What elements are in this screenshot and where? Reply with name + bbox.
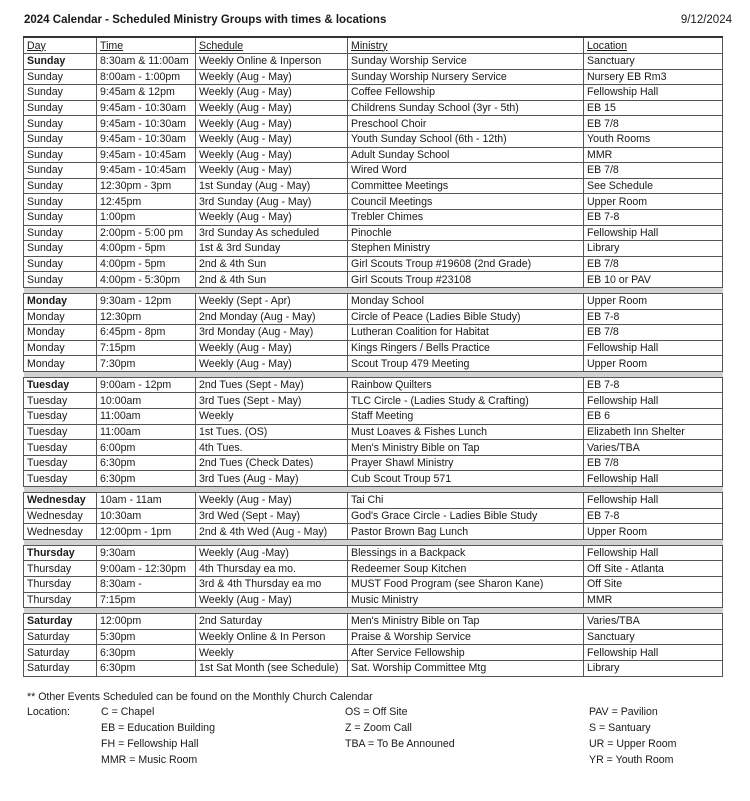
cell-ministry: After Service Fellowship xyxy=(348,645,584,661)
document-date: 9/12/2024 xyxy=(680,14,732,26)
cell-location: Sanctuary xyxy=(584,629,723,645)
table-row xyxy=(24,116,723,132)
cell-schedule: 3rd Tues (Sept - May) xyxy=(196,393,348,409)
cell-day: Tuesday xyxy=(24,455,97,471)
cell-ministry: Adult Sunday School xyxy=(348,147,584,163)
column-header-time: Time xyxy=(97,37,196,54)
table-row xyxy=(24,561,723,577)
table-row xyxy=(24,340,723,356)
cell-day: Sunday xyxy=(24,54,97,70)
cell-location: EB 6 xyxy=(584,409,723,425)
cell-day: Thursday xyxy=(24,577,97,593)
cell-day: Tuesday xyxy=(24,393,97,409)
table-row xyxy=(24,163,723,179)
cell-day: Monday xyxy=(24,356,97,372)
cell-schedule: Weekly (Aug - May) xyxy=(196,116,348,132)
cell-time: 7:30pm xyxy=(97,356,196,372)
table-row xyxy=(24,309,723,325)
cell-schedule: Weekly (Aug - May) xyxy=(196,340,348,356)
cell-ministry: Girl Scouts Troup #23108 xyxy=(348,272,584,288)
legend-item: PAV = Pavilion xyxy=(589,706,658,718)
cell-location: Fellowship Hall xyxy=(584,471,723,487)
cell-schedule: 3rd & 4th Thursday ea mo xyxy=(196,577,348,593)
calendar-note: ** Other Events Scheduled can be found on the Monthly Church Calendar xyxy=(27,691,373,703)
cell-schedule: Weekly (Aug - May) xyxy=(196,493,348,509)
cell-time: 2:00pm - 5:00 pm xyxy=(97,225,196,241)
cell-location: Fellowship Hall xyxy=(584,85,723,101)
cell-location: Library xyxy=(584,241,723,257)
table-row xyxy=(24,209,723,225)
cell-location: EB 7/8 xyxy=(584,455,723,471)
cell-time: 4:00pm - 5pm xyxy=(97,241,196,257)
table-row xyxy=(24,225,723,241)
cell-ministry: Trebler Chimes xyxy=(348,209,584,225)
cell-time: 7:15pm xyxy=(97,592,196,608)
legend-item: UR = Upper Room xyxy=(589,738,677,750)
cell-schedule: Weekly Online & In Person xyxy=(196,629,348,645)
cell-day: Tuesday xyxy=(24,409,97,425)
cell-ministry: Kings Ringers / Bells Practice xyxy=(348,340,584,356)
cell-day: Monday xyxy=(24,309,97,325)
cell-time: 8:30am - xyxy=(97,577,196,593)
cell-day: Sunday xyxy=(24,178,97,194)
table-row xyxy=(24,272,723,288)
table-row xyxy=(24,424,723,440)
cell-location: Upper Room xyxy=(584,356,723,372)
cell-time: 4:00pm - 5:30pm xyxy=(97,272,196,288)
cell-ministry: TLC Circle - (Ladies Study & Crafting) xyxy=(348,393,584,409)
table-row xyxy=(24,592,723,608)
cell-ministry: Rainbow Quilters xyxy=(348,377,584,393)
cell-time: 8:00am - 1:00pm xyxy=(97,69,196,85)
table-row xyxy=(24,524,723,540)
table-row xyxy=(24,409,723,425)
cell-time: 9:45am - 10:30am xyxy=(97,100,196,116)
cell-day: Sunday xyxy=(24,194,97,210)
cell-day: Sunday xyxy=(24,69,97,85)
table-row xyxy=(24,614,723,630)
cell-time: 12:00pm xyxy=(97,614,196,630)
cell-day: Monday xyxy=(24,340,97,356)
cell-schedule: 4th Tues. xyxy=(196,440,348,456)
cell-location: EB 7/8 xyxy=(584,116,723,132)
table-row xyxy=(24,85,723,101)
cell-schedule: 2nd & 4th Sun xyxy=(196,272,348,288)
cell-time: 9:30am - 12pm xyxy=(97,293,196,309)
cell-schedule: Weekly (Aug - May) xyxy=(196,209,348,225)
cell-day: Saturday xyxy=(24,660,97,676)
cell-schedule: 2nd & 4th Wed (Aug - May) xyxy=(196,524,348,540)
legend-item xyxy=(345,753,589,768)
cell-ministry: Childrens Sunday School (3yr - 5th) xyxy=(348,100,584,116)
cell-day: Sunday xyxy=(24,131,97,147)
cell-time: 6:45pm - 8pm xyxy=(97,325,196,341)
table-row xyxy=(24,131,723,147)
cell-ministry: God's Grace Circle - Ladies Bible Study xyxy=(348,508,584,524)
legend-item: Z = Zoom Call xyxy=(345,722,412,734)
cell-time: 6:30pm xyxy=(97,645,196,661)
legend-item: S = Santuary xyxy=(589,722,651,734)
table-row xyxy=(24,256,723,272)
cell-location: Varies/TBA xyxy=(584,614,723,630)
cell-day: Monday xyxy=(24,293,97,309)
cell-time: 9:30am xyxy=(97,545,196,561)
column-header-schedule: Schedule xyxy=(196,37,348,54)
cell-time: 12:30pm xyxy=(97,309,196,325)
cell-schedule: 1st Sunday (Aug - May) xyxy=(196,178,348,194)
cell-day: Sunday xyxy=(24,100,97,116)
cell-ministry: Redeemer Soup Kitchen xyxy=(348,561,584,577)
column-header-day: Day xyxy=(24,37,97,54)
cell-schedule: Weekly (Aug - May) xyxy=(196,85,348,101)
table-row xyxy=(24,147,723,163)
table-row xyxy=(24,577,723,593)
cell-schedule: Weekly Online & Inperson xyxy=(196,54,348,70)
table-row xyxy=(24,440,723,456)
cell-location: Fellowship Hall xyxy=(584,225,723,241)
cell-location: Upper Room xyxy=(584,524,723,540)
cell-schedule: 2nd Saturday xyxy=(196,614,348,630)
legend-item: MMR = Music Room xyxy=(101,754,198,766)
table-row xyxy=(24,645,723,661)
cell-ministry: Must Loaves & Fishes Lunch xyxy=(348,424,584,440)
table-row xyxy=(24,325,723,341)
cell-ministry: Men's Ministry Bible on Tap xyxy=(348,614,584,630)
cell-location: EB 7/8 xyxy=(584,325,723,341)
column-header-location: Location xyxy=(584,37,723,54)
cell-schedule: 3rd Sunday (Aug - May) xyxy=(196,194,348,210)
cell-schedule: Weekly (Aug - May) xyxy=(196,356,348,372)
cell-time: 1:00pm xyxy=(97,209,196,225)
cell-schedule: Weekly (Aug - May) xyxy=(196,100,348,116)
cell-schedule: 2nd Monday (Aug - May) xyxy=(196,309,348,325)
legend-item: YR = Youth Room xyxy=(589,754,674,766)
legend-item: TBA = To Be Announed xyxy=(345,738,455,750)
cell-ministry: Cub Scout Troup 571 xyxy=(348,471,584,487)
table-row xyxy=(24,455,723,471)
cell-ministry: Prayer Shawl Ministry xyxy=(348,455,584,471)
cell-time: 9:00am - 12pm xyxy=(97,377,196,393)
cell-ministry: Council Meetings xyxy=(348,194,584,210)
cell-day: Saturday xyxy=(24,645,97,661)
cell-time: 6:30pm xyxy=(97,660,196,676)
cell-day: Wednesday xyxy=(24,524,97,540)
cell-time: 9:45am - 10:30am xyxy=(97,131,196,147)
cell-location: EB 7/8 xyxy=(584,256,723,272)
cell-time: 12:00pm - 1pm xyxy=(97,524,196,540)
cell-schedule: 1st & 3rd Sunday xyxy=(196,241,348,257)
table-row xyxy=(24,356,723,372)
cell-day: Sunday xyxy=(24,163,97,179)
cell-schedule: Weekly (Aug - May) xyxy=(196,69,348,85)
cell-ministry: Sunday Worship Nursery Service xyxy=(348,69,584,85)
cell-day: Wednesday xyxy=(24,508,97,524)
table-row xyxy=(24,629,723,645)
table-row xyxy=(24,377,723,393)
location-legend xyxy=(27,705,727,768)
cell-schedule: 1st Sat Month (see Schedule) xyxy=(196,660,348,676)
cell-location: Upper Room xyxy=(584,293,723,309)
cell-location: See Schedule xyxy=(584,178,723,194)
schedule-table-container xyxy=(23,36,722,677)
cell-location: MMR xyxy=(584,147,723,163)
schedule-table-body xyxy=(24,54,723,677)
cell-location: EB 10 or PAV xyxy=(584,272,723,288)
table-header-row xyxy=(24,37,723,54)
cell-location: MMR xyxy=(584,592,723,608)
table-row xyxy=(24,293,723,309)
cell-location: EB 15 xyxy=(584,100,723,116)
cell-day: Saturday xyxy=(24,614,97,630)
cell-day: Sunday xyxy=(24,241,97,257)
cell-schedule: 3rd Monday (Aug - May) xyxy=(196,325,348,341)
cell-time: 5:30pm xyxy=(97,629,196,645)
cell-schedule: 3rd Wed (Sept - May) xyxy=(196,508,348,524)
cell-time: 4:00pm - 5pm xyxy=(97,256,196,272)
cell-time: 9:45am - 10:45am xyxy=(97,147,196,163)
table-row xyxy=(24,241,723,257)
cell-ministry: Youth Sunday School (6th - 12th) xyxy=(348,131,584,147)
cell-day: Sunday xyxy=(24,116,97,132)
cell-location: Fellowship Hall xyxy=(584,493,723,509)
cell-time: 12:30pm - 3pm xyxy=(97,178,196,194)
cell-location: Nursery EB Rm3 xyxy=(584,69,723,85)
cell-day: Thursday xyxy=(24,561,97,577)
cell-ministry: Preschool Choir xyxy=(348,116,584,132)
cell-time: 9:00am - 12:30pm xyxy=(97,561,196,577)
schedule-table xyxy=(23,36,723,677)
cell-ministry: Sunday Worship Service xyxy=(348,54,584,70)
cell-ministry: MUST Food Program (see Sharon Kane) xyxy=(348,577,584,593)
cell-time: 12:45pm xyxy=(97,194,196,210)
cell-schedule: 4th Thursday ea mo. xyxy=(196,561,348,577)
cell-time: 8:30am & 11:00am xyxy=(97,54,196,70)
cell-ministry: Wired Word xyxy=(348,163,584,179)
cell-schedule: 1st Tues. (OS) xyxy=(196,424,348,440)
cell-schedule: Weekly (Aug - May) xyxy=(196,147,348,163)
cell-day: Saturday xyxy=(24,629,97,645)
cell-location: Library xyxy=(584,660,723,676)
cell-day: Wednesday xyxy=(24,493,97,509)
cell-schedule: Weekly (Aug - May) xyxy=(196,592,348,608)
cell-schedule: 3rd Tues (Aug - May) xyxy=(196,471,348,487)
cell-location: Fellowship Hall xyxy=(584,340,723,356)
cell-time: 11:00am xyxy=(97,409,196,425)
cell-location: EB 7-8 xyxy=(584,508,723,524)
table-row xyxy=(24,508,723,524)
cell-schedule: Weekly (Aug -May) xyxy=(196,545,348,561)
cell-ministry: Pastor Brown Bag Lunch xyxy=(348,524,584,540)
table-row xyxy=(24,54,723,70)
table-row xyxy=(24,545,723,561)
cell-time: 10am - 11am xyxy=(97,493,196,509)
cell-day: Thursday xyxy=(24,545,97,561)
cell-day: Sunday xyxy=(24,225,97,241)
table-row xyxy=(24,393,723,409)
cell-location: EB 7-8 xyxy=(584,309,723,325)
cell-ministry: Tai Chi xyxy=(348,493,584,509)
cell-location: Fellowship Hall xyxy=(584,645,723,661)
cell-day: Tuesday xyxy=(24,377,97,393)
footer-notes xyxy=(27,690,727,768)
legend-label: Location: xyxy=(27,706,70,718)
cell-location: Off Site - Atlanta xyxy=(584,561,723,577)
cell-time: 6:00pm xyxy=(97,440,196,456)
table-row xyxy=(24,660,723,676)
cell-schedule: Weekly (Sept - Apr) xyxy=(196,293,348,309)
cell-location: Off Site xyxy=(584,577,723,593)
cell-day: Sunday xyxy=(24,85,97,101)
table-row xyxy=(24,69,723,85)
cell-location: EB 7/8 xyxy=(584,163,723,179)
cell-location: Fellowship Hall xyxy=(584,545,723,561)
cell-day: Sunday xyxy=(24,272,97,288)
cell-day: Tuesday xyxy=(24,424,97,440)
cell-location: Fellowship Hall xyxy=(584,393,723,409)
cell-location: Elizabeth Inn Shelter xyxy=(584,424,723,440)
cell-time: 10:30am xyxy=(97,508,196,524)
cell-schedule: 3rd Sunday As scheduled xyxy=(196,225,348,241)
legend-item: EB = Education Building xyxy=(101,722,215,734)
table-row xyxy=(24,493,723,509)
cell-time: 11:00am xyxy=(97,424,196,440)
cell-location: EB 7-8 xyxy=(584,209,723,225)
cell-schedule: 2nd Tues (Sept - May) xyxy=(196,377,348,393)
legend-item: C = Chapel xyxy=(101,706,155,718)
cell-time: 7:15pm xyxy=(97,340,196,356)
legend-item: OS = Off Site xyxy=(345,706,408,718)
cell-schedule: Weekly (Aug - May) xyxy=(196,131,348,147)
cell-day: Tuesday xyxy=(24,440,97,456)
cell-time: 6:30pm xyxy=(97,471,196,487)
cell-ministry: Sat. Worship Committee Mtg xyxy=(348,660,584,676)
cell-day: Sunday xyxy=(24,209,97,225)
legend-item: FH = Fellowship Hall xyxy=(101,738,199,750)
cell-ministry: Scout Troup 479 Meeting xyxy=(348,356,584,372)
cell-ministry: Girl Scouts Troup #19608 (2nd Grade) xyxy=(348,256,584,272)
cell-ministry: Staff Meeting xyxy=(348,409,584,425)
cell-ministry: Lutheran Coalition for Habitat xyxy=(348,325,584,341)
cell-time: 6:30pm xyxy=(97,455,196,471)
cell-location: EB 7-8 xyxy=(584,377,723,393)
table-row xyxy=(24,471,723,487)
cell-schedule: Weekly xyxy=(196,409,348,425)
cell-day: Sunday xyxy=(24,147,97,163)
cell-location: Upper Room xyxy=(584,194,723,210)
cell-ministry: Stephen Ministry xyxy=(348,241,584,257)
document-title: 2024 Calendar - Scheduled Ministry Groups with times & locations xyxy=(24,14,387,26)
cell-ministry: Music Ministry xyxy=(348,592,584,608)
cell-ministry: Circle of Peace (Ladies Bible Study) xyxy=(348,309,584,325)
cell-schedule: Weekly (Aug - May) xyxy=(196,163,348,179)
table-row xyxy=(24,100,723,116)
cell-location: Youth Rooms xyxy=(584,131,723,147)
cell-ministry: Committee Meetings xyxy=(348,178,584,194)
cell-day: Tuesday xyxy=(24,471,97,487)
table-row xyxy=(24,178,723,194)
cell-ministry: Monday School xyxy=(348,293,584,309)
cell-location: Varies/TBA xyxy=(584,440,723,456)
cell-time: 9:45am - 10:45am xyxy=(97,163,196,179)
cell-schedule: 2nd & 4th Sun xyxy=(196,256,348,272)
cell-schedule: Weekly xyxy=(196,645,348,661)
cell-ministry: Praise & Worship Service xyxy=(348,629,584,645)
column-header-ministry: Ministry xyxy=(348,37,584,54)
cell-time: 9:45am & 12pm xyxy=(97,85,196,101)
cell-ministry: Men's Ministry Bible on Tap xyxy=(348,440,584,456)
cell-day: Monday xyxy=(24,325,97,341)
cell-location: Sanctuary xyxy=(584,54,723,70)
cell-day: Sunday xyxy=(24,256,97,272)
legend-spacer xyxy=(27,721,101,736)
cell-ministry: Blessings in a Backpack xyxy=(348,545,584,561)
legend-spacer xyxy=(27,753,101,768)
legend-spacer xyxy=(27,737,101,752)
cell-schedule: 2nd Tues (Check Dates) xyxy=(196,455,348,471)
table-row xyxy=(24,194,723,210)
cell-time: 9:45am - 10:30am xyxy=(97,116,196,132)
cell-ministry: Pinochle xyxy=(348,225,584,241)
cell-ministry: Coffee Fellowship xyxy=(348,85,584,101)
cell-time: 10:00am xyxy=(97,393,196,409)
cell-day: Thursday xyxy=(24,592,97,608)
